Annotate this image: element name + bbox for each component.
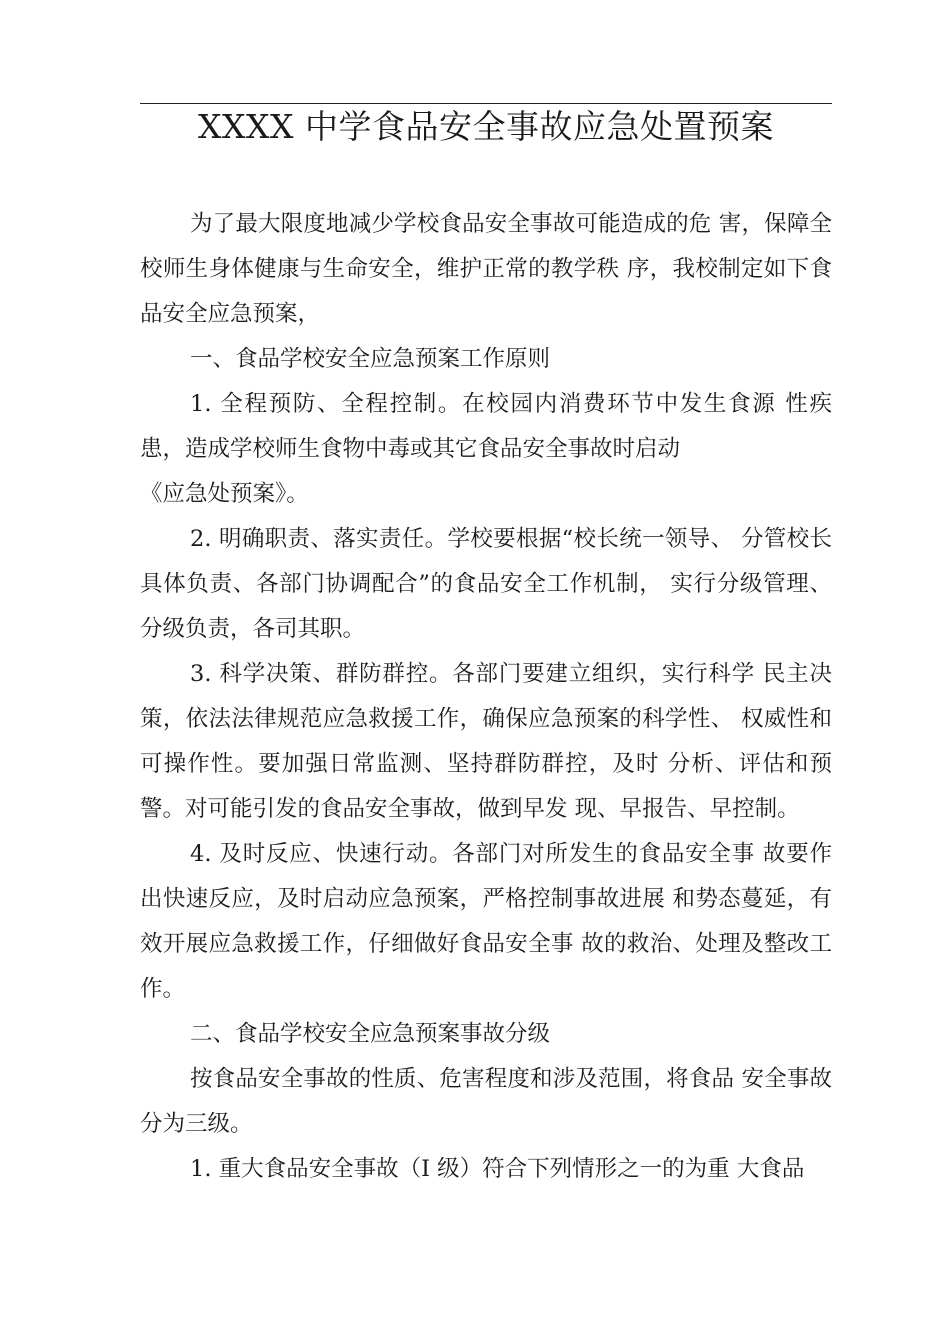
intro-paragraph: 为了最大限度地减少学校食品安全事故可能造成的危 害，保障全校师生身体健康与生命安全，维护正常的教学秩 序，我校制定如下食品安全应急预案， (140, 211, 832, 327)
section-heading-1: 一、食品学校安全应急预案工作原则 (190, 346, 551, 372)
level-1-paragraph: 1. 重大食品安全事故（I 级）符合下列情形之一的为重 大食品 (190, 1156, 805, 1182)
document-body (140, 202, 832, 1192)
principle-2-paragraph: 2. 明确职责、落实责任。学校要根据“校长统一领导、 分管校长具体负责、各部门协调配合”的食品安全工作机制， 实行分级管理、分级负责，各司其职。 (140, 526, 832, 642)
classification-intro-paragraph: 按食品安全事故的性质、危害程度和涉及范围，将食品 安全事故分为三级。 (140, 1066, 832, 1137)
section-heading-2: 二、食品学校安全应急预案事故分级 (190, 1021, 551, 1047)
document-title: XXXX 中学食品安全事故应急处置预案 (198, 107, 774, 146)
principle-1-continuation: 《应急处预案》。 (140, 481, 309, 507)
principle-3-paragraph: 3. 科学决策、群防群控。各部门要建立组织，实行科学 民主决策，依法法律规范应急救援工作，确保应急预案的科学性、 权威性和可操作性。要加强日常监测、坚持群防群控，及时 分析、评估和预警。对可能引发的食品安全事故，做到早发 现、早报告、早控制。 (140, 661, 832, 822)
principle-4-paragraph: 4. 及时反应、快速行动。各部门对所发生的食品安全事 故要作出快速反应，及时启动应急预案，严格控制事故进展 和势态蔓延，有效开展应急救援工作，仔细做好食品安全事 故的救治、处理及整改工作。 (140, 841, 832, 1002)
principle-1-paragraph: 1. 全程预防、全程控制。在校园内消费环节中发生食源 性疾患，造成学校师生食物中毒或其它食品安全事故时启动 (140, 391, 832, 462)
